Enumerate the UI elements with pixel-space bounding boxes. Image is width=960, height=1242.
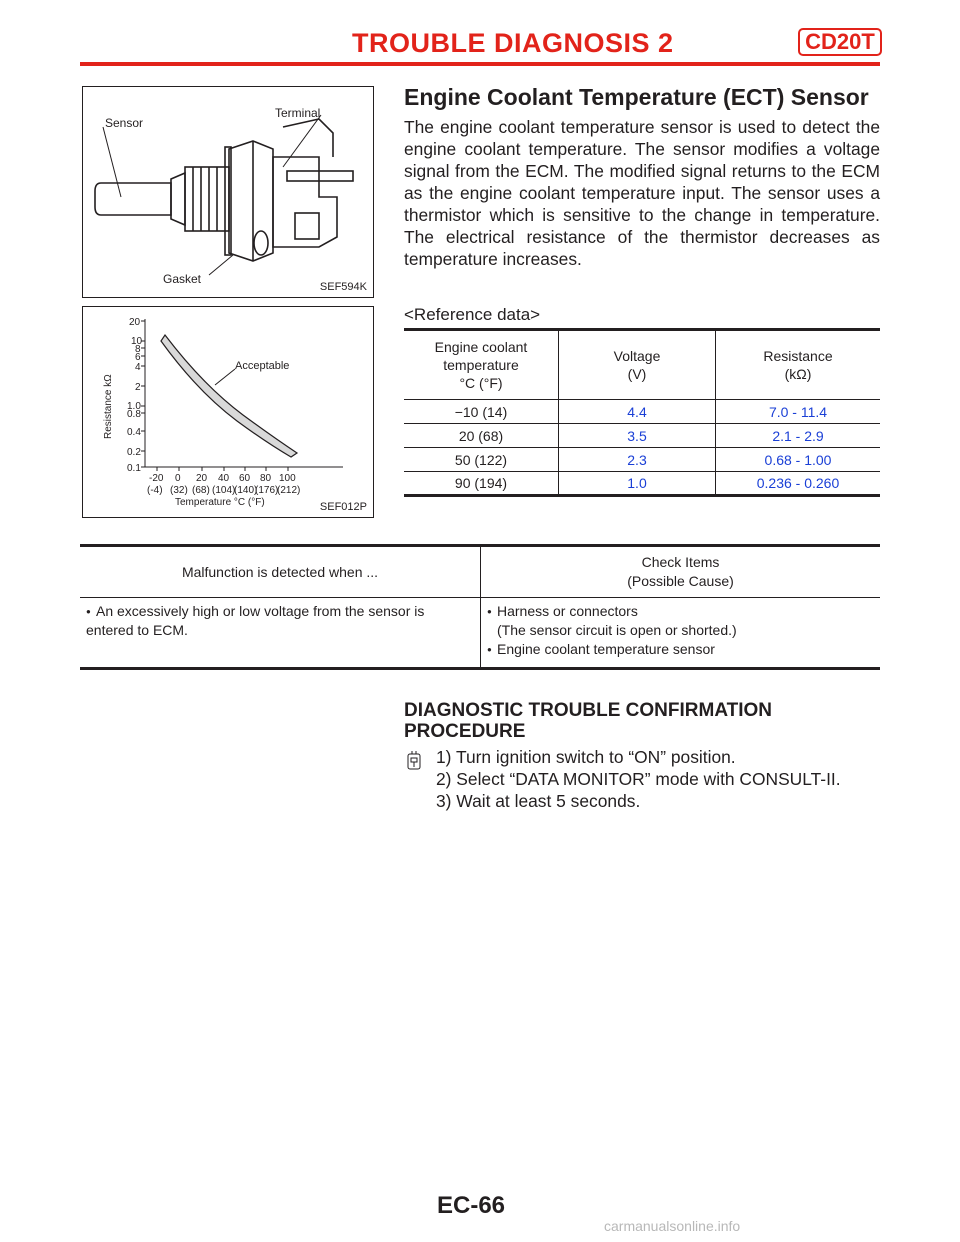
watermark: carmanualsonline.info (604, 1218, 741, 1234)
x-tick-label: -20 (149, 473, 164, 484)
malfunction-table (80, 544, 880, 670)
x-tick-label: 0 (175, 473, 181, 484)
terminal-label: Terminal (275, 106, 321, 120)
section-title: Engine Coolant Temperature (ECT) Sensor (404, 84, 869, 110)
gasket-label: Gasket (163, 272, 202, 286)
figure-code: SEF012P (319, 501, 367, 513)
x-tick-label: (68) (192, 485, 210, 496)
table-row (404, 424, 880, 448)
y-tick-label: 8 (135, 344, 141, 355)
voltage-header: Voltage (V) (559, 330, 716, 400)
procedure-steps (436, 746, 841, 812)
temp-cell: 50 (122) (404, 448, 559, 472)
table-row (404, 448, 880, 472)
header-rule (80, 62, 880, 66)
temp-cell: −10 (14) (404, 400, 559, 424)
table-row (404, 472, 880, 496)
x-axis-label: Temperature °C (°F) (175, 497, 265, 508)
table-row (404, 400, 880, 424)
resistance-cell: 7.0 - 11.4 (768, 403, 828, 420)
y-tick-label: 1.0 (127, 401, 141, 412)
voltage-cell: 4.4 (559, 400, 716, 424)
x-tick-label: (140) (234, 485, 258, 496)
y-tick-label: 0.2 (127, 447, 141, 458)
page-header-title: TROUBLE DIAGNOSIS 2 (352, 28, 674, 58)
sensor-label: Sensor (105, 116, 144, 130)
y-axis-label: Resistance kΩ (103, 374, 114, 439)
reference-heading: <Reference data> (404, 305, 541, 324)
x-tick-label: 60 (239, 473, 251, 484)
y-tick-label: 2 (135, 382, 141, 393)
y-tick-label: 4 (135, 362, 141, 373)
sensor-figure (82, 86, 374, 298)
temp-cell: 20 (68) (404, 424, 559, 448)
reference-table-header (404, 330, 880, 400)
voltage-cell: 3.5 (559, 424, 716, 448)
x-tick-label: 100 (279, 473, 296, 484)
resistance-cell: 0.68 - 1.00 (764, 451, 832, 468)
consult-tester-icon (404, 750, 424, 772)
bullet-icon: ● (487, 645, 492, 654)
resistance-cell: 2.1 - 2.9 (772, 427, 824, 444)
resistance-graph (83, 307, 373, 517)
temp-cell: 90 (194) (404, 472, 559, 496)
y-tick-label: 20 (129, 317, 141, 328)
resistance-graph-figure (82, 306, 374, 518)
x-tick-label: (176) (255, 485, 279, 496)
temp-header: Engine coolant temperature °C (°F) (404, 330, 559, 400)
section-description: The engine coolant temperature sensor is used to detect the engine coolant temperature. The sensor modifies a voltage signal from the ECM. The modified signal returns to the ECM as the engine coolant temperature input. The sensor uses a thermistor which is sensitive to the change in temperature. The electrical resistance of the thermistor decreases as temperature increases. (404, 117, 880, 269)
curve-label: Acceptable (235, 360, 290, 372)
y-tick-label: 10 (131, 336, 143, 347)
resistance-header: Resistance (kΩ) (763, 348, 833, 382)
x-tick-label: 20 (196, 473, 208, 484)
x-tick-label: 80 (260, 473, 272, 484)
voltage-cell: 1.0 (559, 472, 716, 496)
x-tick-label: 40 (218, 473, 230, 484)
procedure-step: 1) Turn ignition switch to “ON” position. (436, 747, 736, 767)
check-items-header: Check Items (Possible Cause) (627, 554, 734, 589)
resistance-cell: 0.236 - 0.260 (756, 475, 840, 491)
x-tick-label: (104) (212, 485, 236, 496)
bullet-icon: ● (487, 607, 492, 616)
y-tick-label: 0.8 (127, 409, 141, 420)
voltage-cell: 2.3 (559, 448, 716, 472)
x-tick-label: (32) (170, 485, 188, 496)
acceptable-band (161, 335, 297, 457)
table-row (80, 598, 880, 669)
reference-table (404, 328, 880, 497)
x-tick-label: (212) (277, 485, 301, 496)
engine-code-badge: CD20T (798, 28, 882, 56)
y-tick-label: 0.4 (127, 427, 141, 438)
procedure-step: 3) Wait at least 5 seconds. (436, 791, 641, 811)
malfunction-header: Malfunction is detected when ... (80, 546, 481, 598)
y-tick-label: 0.1 (127, 463, 141, 474)
page-number: EC-66 (437, 1192, 506, 1219)
check-items: ● Harness or connectors (The sensor circuit is open or shorted.) ● Engine coolant temperature sensor (487, 603, 737, 657)
malfunction-condition: ● An excessively high or low voltage from the sensor is entered to ECM. (80, 598, 481, 669)
figure-code: SEF594K (319, 281, 367, 293)
x-tick-label: (-4) (147, 485, 163, 496)
procedure-step: 2) Select “DATA MONITOR” mode with CONSULT-II. (436, 769, 841, 789)
procedure-title: DIAGNOSTIC TROUBLE CONFIRMATION PROCEDURE (404, 700, 773, 742)
y-tick-label: 6 (135, 352, 141, 363)
sensor-illustration (83, 87, 373, 297)
bullet-icon: ● (86, 607, 91, 616)
